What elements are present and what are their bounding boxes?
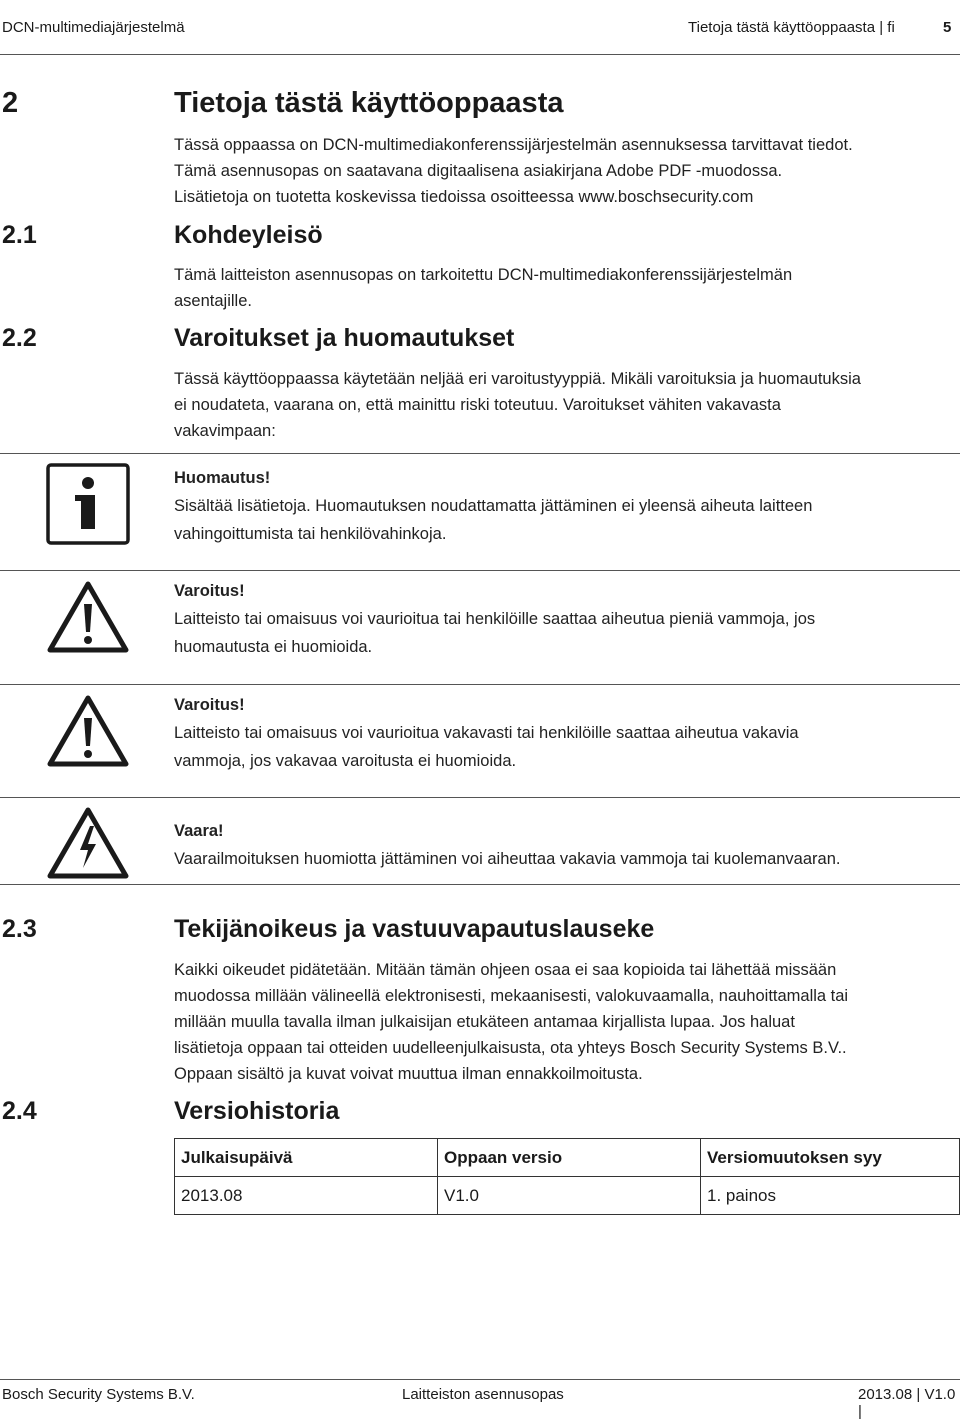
section-2-1-number: 2.1 [2, 221, 37, 249]
notice-line: vahingoittumista tai henkilövahinkoja. [174, 525, 447, 543]
notice-divider [0, 453, 960, 454]
notice-title: Varoitus! [174, 696, 245, 714]
section-2-4-number: 2.4 [2, 1097, 37, 1125]
text-line: Kaikki oikeudet pidätetään. Mitään tämän ohjeen osaa ei saa kopioida tai lähettää missään [174, 961, 837, 979]
header-product: DCN-multimediajärjestelmä [2, 19, 185, 36]
text-line: muodossa millään välineellä elektronisesti, mekaanisesti, valokuvaamalla, nauhoittamalla tai [174, 987, 849, 1005]
notice-line: Sisältää lisätietoja. Huomautuksen noudattamatta jättäminen ei yleensä aiheuta laitteen [174, 497, 813, 515]
notice-divider [0, 797, 960, 798]
footer-document: Laitteiston asennusopas [402, 1386, 564, 1403]
notice-line: vammoja, jos vakavaa varoitusta ei huomioida. [174, 752, 517, 770]
chapter-title: Tietoja tästä käyttöoppaasta [174, 87, 564, 119]
section-2-2-text [174, 366, 954, 444]
table-cell: 1. painos [701, 1177, 960, 1215]
section-2-3-title: Tekijänoikeus ja vastuuvapautuslauseke [174, 915, 655, 943]
table-cell: V1.0 [438, 1177, 701, 1215]
section-2-1-title: Kohdeyleisö [174, 221, 323, 249]
notice-divider [0, 884, 960, 885]
column-header: Versiomuutoksen syy [701, 1139, 960, 1177]
info-icon [46, 463, 130, 550]
notice-danger [174, 818, 954, 872]
header-divider [0, 54, 960, 55]
notice-line: huomautusta ei huomioida. [174, 638, 373, 656]
section-2-1-text [174, 262, 954, 314]
section-2-4-title: Versiohistoria [174, 1097, 340, 1125]
text-line: ei noudateta, vaarana on, että mainittu riski toteutuu. Varoitukset vähiten vakavasta [174, 396, 781, 414]
warning-triangle-icon [46, 580, 130, 659]
version-history-table [174, 1138, 960, 1215]
text-line: asentajille. [174, 292, 252, 310]
notice-title: Vaara! [174, 822, 224, 840]
notice-title: Huomautus! [174, 469, 271, 487]
intro-line: Lisätietoja on tuotetta koskevissa tiedoissa osoitteessa www.boschsecurity.com [174, 188, 754, 206]
chapter-intro [174, 132, 954, 210]
header-section: Tietoja tästä käyttöoppaasta | fi [688, 19, 895, 36]
column-header: Oppaan versio [438, 1139, 701, 1177]
section-2-3-text [174, 957, 954, 1087]
table-row [175, 1177, 960, 1215]
notice-line: Vaarailmoituksen huomiotta jättäminen voi aiheuttaa vakavia vammoja tai kuolemanvaaran. [174, 850, 841, 868]
table-header-row [175, 1139, 960, 1177]
table-cell: 2013.08 [175, 1177, 438, 1215]
notice-info [174, 465, 954, 547]
column-header: Julkaisupäivä [175, 1139, 438, 1177]
notice-divider [0, 570, 960, 571]
section-2-3-number: 2.3 [2, 915, 37, 943]
electrical-hazard-icon [46, 806, 130, 885]
text-line: lisätietoja oppaan tai otteiden uudelleenjulkaisusta, ota yhteys Bosch Security Systems B.V.. [174, 1039, 847, 1057]
text-line: vakavimpaan: [174, 422, 276, 440]
notice-divider [0, 684, 960, 685]
notice-warning [174, 692, 954, 774]
notice-line: Laitteisto tai omaisuus voi vaurioitua vakavasti tai henkilöille saattaa aiheutua vakavia [174, 724, 799, 742]
section-2-2-number: 2.2 [2, 324, 37, 352]
footer-company: Bosch Security Systems B.V. [2, 1386, 195, 1403]
text-line: Oppaan sisältö ja kuvat voivat muuttua ilman ennakkoilmoitusta. [174, 1065, 643, 1083]
notice-line: Laitteisto tai omaisuus voi vaurioitua tai henkilöille saattaa aiheutua pieniä vammoja, jos [174, 610, 816, 628]
notice-caution [174, 578, 954, 660]
page-number: 5 [943, 19, 952, 36]
intro-line: Tässä oppaassa on DCN-multimediakonferenssijärjestelmän asennuksessa tarvittavat tiedot. [174, 136, 853, 154]
warning-triangle-icon [46, 694, 130, 773]
text-line: millään muulla tavalla ilman julkaisijan etukäteen antamaa kirjallista lupaa. Jos haluat [174, 1013, 795, 1031]
notice-title: Varoitus! [174, 582, 245, 600]
text-line: Tässä käyttöoppaassa käytetään neljää eri varoitustyyppiä. Mikäli varoituksia ja huomautuksia [174, 370, 861, 388]
footer-divider [0, 1379, 960, 1380]
text-line: Tämä laitteiston asennusopas on tarkoitettu DCN-multimediakonferenssijärjestelmän [174, 266, 793, 284]
intro-line: Tämä asennusopas on saatavana digitaalisena asiakirjana Adobe PDF -muodossa. [174, 162, 783, 180]
chapter-number: 2 [2, 87, 19, 119]
section-2-2-title: Varoitukset ja huomautukset [174, 324, 515, 352]
footer-version: 2013.08 | V1.0 | [858, 1386, 956, 1420]
